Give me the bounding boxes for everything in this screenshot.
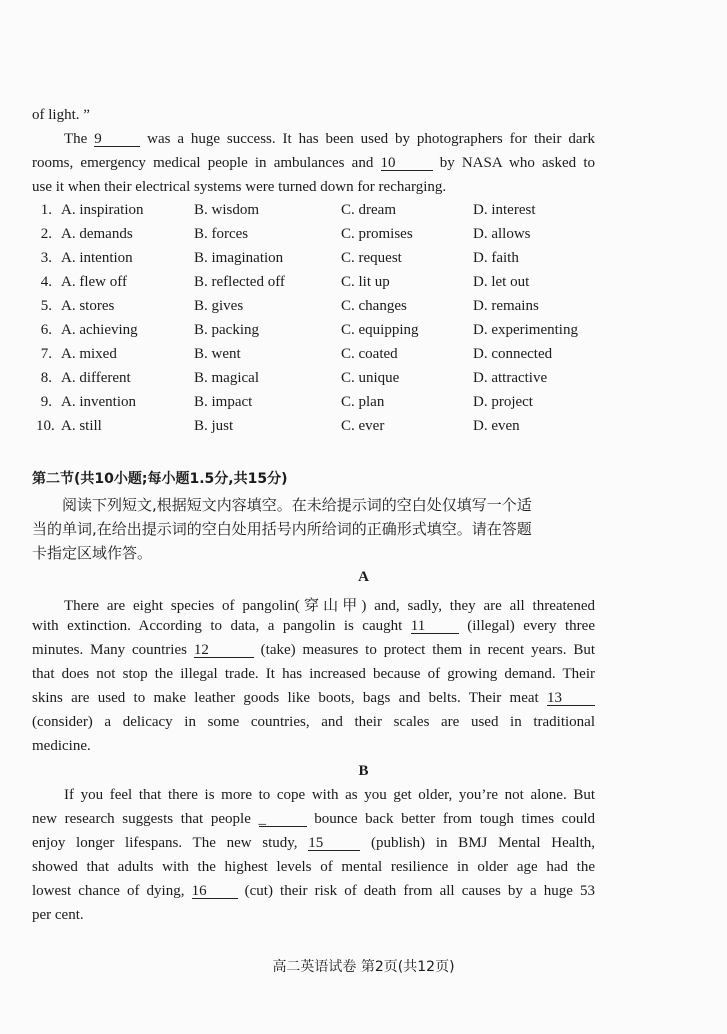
option-d[interactable]: D. faith	[473, 250, 519, 266]
option-d[interactable]: D. remains	[473, 298, 539, 314]
option-d[interactable]: D. allows	[473, 226, 531, 242]
question-number: 6.	[40, 322, 52, 338]
passage-line: use it when their electrical systems were turned down for recharging.	[32, 179, 447, 195]
passage-line: medicine.	[32, 738, 91, 754]
answer-blank-9[interactable]: 9	[94, 132, 140, 147]
passage-heading-b: B	[358, 763, 369, 779]
option-b[interactable]: B. wisdom	[194, 202, 260, 218]
option-c[interactable]: C. changes	[341, 298, 407, 314]
question-row	[36, 344, 596, 368]
answer-blank-11[interactable]: 11	[411, 619, 459, 634]
question-row	[36, 392, 596, 416]
option-a[interactable]: A. different	[61, 370, 131, 386]
passage-heading-a: A	[358, 569, 369, 585]
instruction-line: 阅读下列短文,根据短文内容填空。在未给提示词的空白处仅填写一个适	[62, 496, 532, 514]
passage-line: lowest chance of dying, 16 (cut) their risk of death from all causes by a huge 53	[32, 883, 595, 899]
question-number: 3.	[40, 250, 52, 266]
passage-line: showed that adults with the highest levels of mental resilience in older age had the	[32, 859, 595, 875]
passage-line: (consider) a delicacy in some countries, and their scales are used in traditional	[32, 714, 595, 730]
option-b[interactable]: B. just	[194, 418, 234, 434]
passage-line: that does not stop the illegal trade. It has increased because of growing demand. Their	[32, 666, 595, 682]
question-number: 5.	[40, 298, 52, 314]
option-c[interactable]: C. dream	[341, 202, 396, 218]
question-row	[36, 224, 596, 248]
option-b[interactable]: B. reflected off	[194, 274, 285, 290]
question-number: 4.	[40, 274, 52, 290]
option-c[interactable]: C. plan	[341, 394, 385, 410]
option-b[interactable]: B. impact	[194, 394, 253, 410]
question-row	[36, 320, 596, 344]
answer-blank-16[interactable]: 16	[192, 884, 238, 899]
question-row	[36, 416, 596, 440]
passage-line: of light. ”	[32, 107, 90, 123]
question-row	[36, 200, 596, 224]
question-row	[36, 272, 596, 296]
option-c[interactable]: C. promises	[341, 226, 413, 242]
passage-line: minutes. Many countries 12 (take) measures to protect them in recent years. But	[32, 642, 595, 658]
option-d[interactable]: D. experimenting	[473, 322, 578, 338]
section-title: 第二节(共10小题;每小题1.5分,共15分)	[32, 471, 288, 487]
passage-line: with extinction. According to data, a pangolin is caught 11 (illegal) every three	[32, 618, 595, 634]
option-b[interactable]: B. gives	[194, 298, 244, 314]
option-a[interactable]: A. invention	[61, 394, 136, 410]
instruction-line: 卡指定区域作答。	[32, 544, 153, 562]
option-c[interactable]: C. ever	[341, 418, 385, 434]
question-number: 2.	[40, 226, 52, 242]
option-a[interactable]: A. inspiration	[61, 202, 144, 218]
passage-line: rooms, emergency medical people in ambulances and 10 by NASA who asked to	[32, 155, 596, 171]
question-row	[36, 296, 596, 320]
option-b[interactable]: B. went	[194, 346, 241, 362]
answer-blank-15[interactable]: 15	[308, 836, 360, 851]
passage-line: per cent.	[32, 907, 84, 923]
option-c[interactable]: C. request	[341, 250, 402, 266]
page-footer: 高二英语试卷 第2页(共12页)	[272, 959, 455, 975]
option-d[interactable]: D. project	[473, 394, 533, 410]
option-a[interactable]: A. still	[61, 418, 102, 434]
option-d[interactable]: D. connected	[473, 346, 553, 362]
answer-blank-14[interactable]: _	[259, 812, 307, 827]
option-d[interactable]: D. let out	[473, 274, 530, 290]
question-row	[36, 368, 596, 392]
option-b[interactable]: B. magical	[194, 370, 259, 386]
option-a[interactable]: A. mixed	[61, 346, 117, 362]
option-a[interactable]: A. demands	[61, 226, 133, 242]
question-row	[36, 248, 596, 272]
choice-list	[36, 200, 596, 440]
option-b[interactable]: B. imagination	[194, 250, 284, 266]
passage-line: new research suggests that people _ bounce back better from tough times could	[32, 811, 596, 827]
option-a[interactable]: A. flew off	[61, 274, 127, 290]
answer-blank-12[interactable]: 12	[194, 643, 254, 658]
option-d[interactable]: D. interest	[473, 202, 536, 218]
option-b[interactable]: B. forces	[194, 226, 249, 242]
option-d[interactable]: D. attractive	[473, 370, 548, 386]
passage-line: enjoy longer lifespans. The new study, 15 (publish) in BMJ Mental Health,	[32, 835, 595, 851]
question-number: 10.	[36, 418, 55, 434]
option-a[interactable]: A. stores	[61, 298, 115, 314]
passage-line: The 9 was a huge success. It has been used by photographers for their dark	[64, 131, 596, 147]
passage-line: skins are used to make leather goods like boots, bags and belts. Their meat 13	[32, 690, 595, 707]
option-b[interactable]: B. packing	[194, 322, 259, 338]
question-number: 1.	[40, 202, 52, 218]
question-number: 9.	[40, 394, 52, 410]
option-c[interactable]: C. unique	[341, 370, 400, 386]
passage-line: If you feel that there is more to cope with as you get older, you’re not alone. But	[64, 787, 595, 803]
question-number: 8.	[40, 370, 52, 386]
option-c[interactable]: C. lit up	[341, 274, 390, 290]
option-a[interactable]: A. achieving	[61, 322, 138, 338]
answer-blank-13[interactable]: 13	[547, 691, 595, 706]
instruction-line: 当的单词,在给出提示词的空白处用括号内所给词的正确形式填空。请在答题	[32, 520, 532, 538]
option-c[interactable]: C. coated	[341, 346, 398, 362]
passage-line: There are eight species of pangolin(穿山甲) and, sadly, they are all threatened	[64, 598, 595, 614]
option-c[interactable]: C. equipping	[341, 322, 419, 338]
option-a[interactable]: A. intention	[61, 250, 133, 266]
question-number: 7.	[40, 346, 52, 362]
answer-blank-10[interactable]: 10	[381, 156, 433, 171]
option-d[interactable]: D. even	[473, 418, 520, 434]
